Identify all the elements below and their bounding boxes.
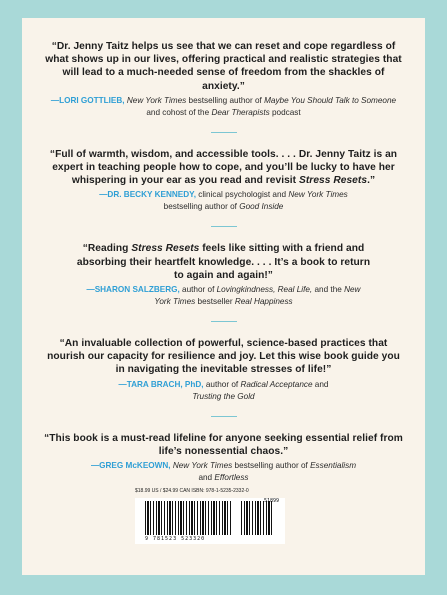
blurb-attribution: —SHARON SALZBERG, author of Lovingkindness, Real Life, and the New York Times bestseller Real Happiness <box>86 285 361 307</box>
barcode-block <box>135 488 285 548</box>
barcode <box>135 498 285 544</box>
blurb-kennedy <box>49 148 399 214</box>
blurb-quote: “Reading Stress Resets feels like sitting with a friend and absorbing their heartfelt knowledge. . . . It’s a book to return to again and again!” <box>76 243 371 281</box>
blurb-attribution: —DR. BECKY KENNEDY, clinical psychologist and New York Times bestselling author of Good Inside <box>99 190 348 212</box>
divider <box>211 132 237 133</box>
blurb-author-name: —TARA BRACH, PhD, <box>118 379 204 389</box>
barcode-addon-digits: 51899 <box>263 498 279 504</box>
blurb-brach <box>42 337 405 403</box>
blurb-quote: “This book is a must-read lifeline for anyone seeking essential relief from life’s nonessential chaos.” <box>44 432 403 457</box>
blurb-attribution: —GREG McKEOWN, New York Times bestselling author of Essentialism and Effortless <box>90 461 357 483</box>
blurb-author-name: —LORI GOTTLIEB, <box>50 95 125 105</box>
divider <box>211 226 237 227</box>
blurb-attribution: —LORI GOTTLIEB, New York Times bestselling author of Maybe You Should Talk to Someone and cohost of the Dear Therapists podcast <box>50 95 397 117</box>
blurb-mckeown <box>44 432 404 484</box>
blurb-gottlieb <box>45 40 403 119</box>
blurb-salzberg <box>74 242 374 308</box>
blurb-quote: “An invaluable collection of powerful, science-based practices that nourish our capacity for resilience and joy. Let this wise book guide you in navigating the inevitable stresses of life!” <box>47 338 400 376</box>
blurb-quote: “Full of warmth, wisdom, and accessible tools. . . . Dr. Jenny Taitz is an expert in teaching people how to cope, and you’ll be lucky to have her whispering in your ear as you read and revisit Stress Resets.” <box>49 148 398 187</box>
divider <box>211 416 237 417</box>
blurb-attribution: —TARA BRACH, PhD, author of Radical Acceptance and Trusting the Gold <box>118 379 329 401</box>
barcode-ean-digits: 9 781523 523320 <box>145 536 206 542</box>
blurb-author-name: —GREG McKEOWN, <box>90 461 171 471</box>
blurb-author-name: —SHARON SALZBERG, <box>86 285 180 295</box>
divider <box>211 321 237 322</box>
blurb-quote: “Dr. Jenny Taitz helps us see that we can reset and cope regardless of what shows up in our lives, offering practical and realistic strategies that will lead to a much-needed sense of freedom from the shackles of anxiety.” <box>45 41 402 92</box>
barcode-bars <box>145 501 273 535</box>
blurb-author-name: —DR. BECKY KENNEDY, <box>99 190 196 200</box>
price-isbn-line: $18.99 US / $24.99 CAN ISBN: 978-1-5235-2332-0 <box>135 488 249 494</box>
